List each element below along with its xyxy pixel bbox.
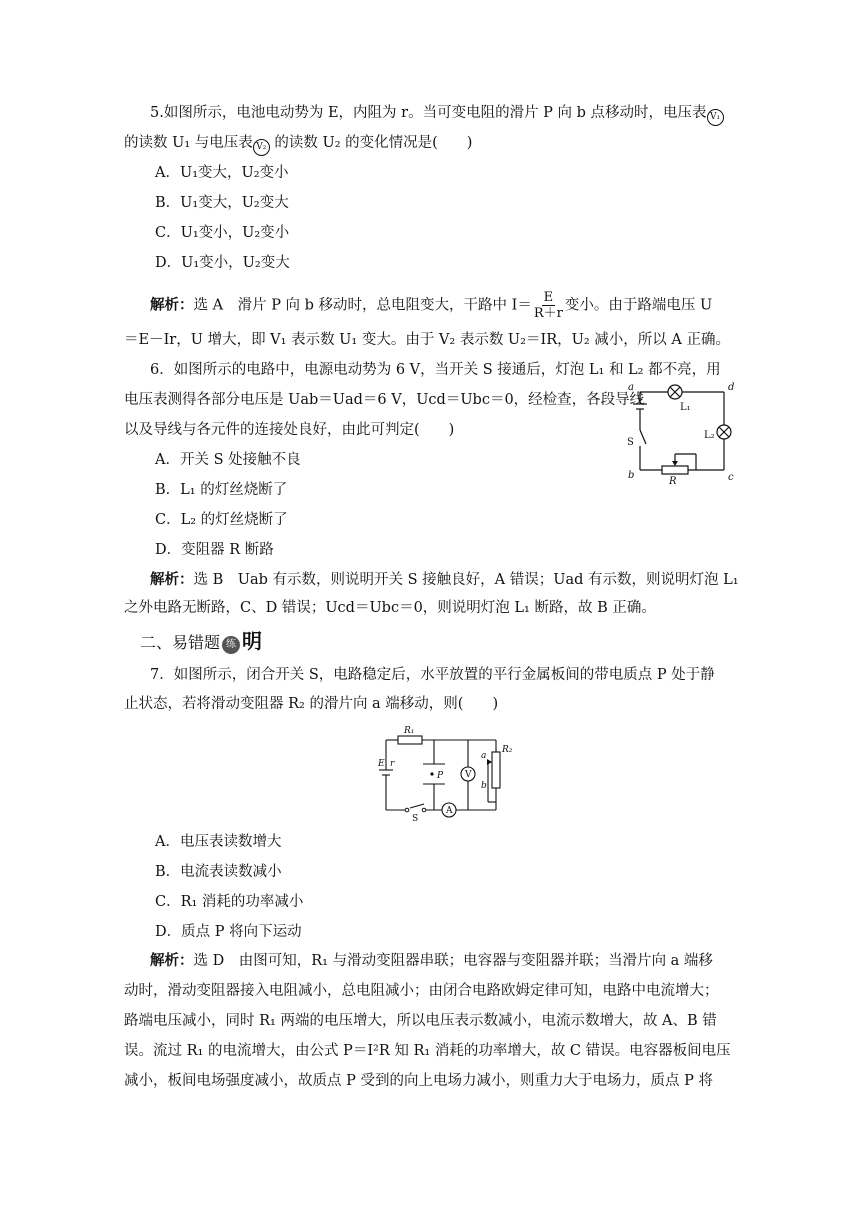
q6-stem-line2: 电压表测得各部分电压是 Uab＝Uad＝6 V，Ucd＝Ubc＝0，经检查，各段导线 — [124, 392, 645, 408]
q5-option-a: A．U₁变大，U₂变小 — [155, 165, 289, 181]
q7-stem-line1: 7．如图所示，闭合开关 S，电路稳定后，水平放置的平行金属板间的带电质点 P 处于静 — [150, 667, 715, 683]
terminal-b-label: b — [481, 781, 487, 791]
lamp-l2-label: L₂ — [704, 430, 715, 441]
q6-option-d: D．变阻器 R 断路 — [155, 542, 274, 558]
q7-option-d: D．质点 P 将向下运动 — [155, 924, 302, 940]
node-b-label: b — [628, 470, 635, 481]
section-badge: 练 — [222, 636, 240, 654]
q5-option-d: D．U₁变小，U₂变大 — [155, 255, 290, 271]
q7-analysis-line2: 动时，滑动变阻器接入电阻减小，总电阻减小；由闭合电路欧姆定律可知，电路中电流增大； — [124, 983, 719, 999]
terminal-a-label: a — [481, 751, 487, 761]
q6-stem-line3: 以及导线与各元件的连接处良好，由此可判定( ) — [124, 422, 455, 438]
q6-stem-line1: 6．如图所示的电路中，电源电动势为 6 V，当开关 S 接通后，灯泡 L₁ 和 L₂ 都不亮，用 — [150, 362, 721, 378]
node-c-label: c — [728, 472, 734, 483]
q7-analysis-line4: 误。流过 R₁ 的电流增大，由公式 P＝I²R 知 R₁ 消耗的功率增大，故 C 错误。电容器板间电压 — [124, 1043, 731, 1059]
ammeter-icon: A — [446, 806, 453, 816]
voltmeter-icon: V — [465, 770, 472, 780]
q7-option-b: B．电流表读数减小 — [155, 864, 282, 880]
q5-option-c: C．U₁变小，U₂变小 — [155, 225, 290, 241]
q7-analysis-line3: 路端电压减小，同时 R₁ 两端的电压增大，所以电压表示数减小，电流示数增大，故 A、B 错 — [124, 1013, 717, 1029]
q6-analysis-line2: 之外电路无断路，C、D 错误；Ucd＝Ubc＝0，则说明灯泡 L₁ 断路，故 B 正确。 — [124, 600, 656, 616]
q5-analysis-line1: 解析：选 A 滑片 P 向 b 移动时，总电阻变大，干路中 I＝ $\frac{E}{R+r}$ 变小。由于路端电压 U — [150, 290, 713, 321]
q6-option-b: B．L₁ 的灯丝烧断了 — [155, 482, 288, 498]
q5-option-b: B．U₁变大，U₂变大 — [155, 195, 289, 211]
node-a-label: a — [628, 382, 634, 393]
q5-stem-line2: 的读数 U₁ 与电压表 V₂ 的读数 U₂ 的变化情况是( ) — [124, 133, 472, 156]
q6-option-a: A．开关 S 处接触不良 — [155, 452, 301, 468]
q7-option-c: C．R₁ 消耗的功率减小 — [155, 894, 304, 910]
q6-option-c: C．L₂ 的灯丝烧断了 — [155, 512, 288, 528]
q7-option-a: A．电压表读数增大 — [155, 834, 282, 850]
battery-r-label: r — [390, 759, 395, 769]
rheostat-r2-label: R₂ — [502, 745, 513, 755]
switch-s-label: S — [412, 814, 419, 822]
particle-p-label: P — [437, 771, 444, 781]
resistor-r1-label: R₁ — [404, 726, 415, 736]
lamp-l1-label: L₁ — [680, 402, 691, 413]
switch-s-label: S — [627, 437, 634, 448]
q7-stem-line2: 止状态，若将滑动变阻器 R₂ 的滑片向 a 端移动，则( ) — [124, 696, 499, 712]
q6-analysis-line1: 解析：选 B Uab 有示数，则说明开关 S 接触良好，A 错误；Uad 有示数，则说明灯泡 L₁ — [150, 571, 739, 588]
voltmeter-v1-icon: V₁ — [707, 109, 724, 126]
q6-circuit-diagram — [624, 382, 744, 486]
current-fraction: $\frac{E}{R+r}$ — [533, 290, 563, 321]
q7-circuit-diagram — [376, 722, 516, 822]
q5-analysis-line2: ＝E－Ir，U 增大，即 V₁ 表示数 U₁ 变大。由于 V₂ 表示数 U₂＝IR，U₂ 减小，所以 A 正确。 — [124, 332, 730, 348]
rheostat-r-label: R — [669, 476, 677, 486]
q5-stem-line1: 5.如图所示，电池电动势为 E，内阻为 r。当可变电阻的滑片 P 向 b 点移动时，电压表 V₁ — [150, 103, 724, 126]
section-heading: 二、易错题 练 明 — [140, 629, 263, 653]
battery-e-label: E — [378, 759, 385, 769]
node-d-label: d — [728, 382, 735, 393]
q7-analysis-line1: 解析：选 D 由图可知，R₁ 与滑动变阻器串联；电容器与变阻器并联；当滑片向 a 端移 — [150, 952, 713, 969]
q7-analysis-line5: 减小，板间电场强度减小，故质点 P 受到的向上电场力减小，则重力大于电场力，质点 P 将 — [124, 1073, 713, 1089]
voltmeter-v2-icon: V₂ — [253, 139, 270, 156]
